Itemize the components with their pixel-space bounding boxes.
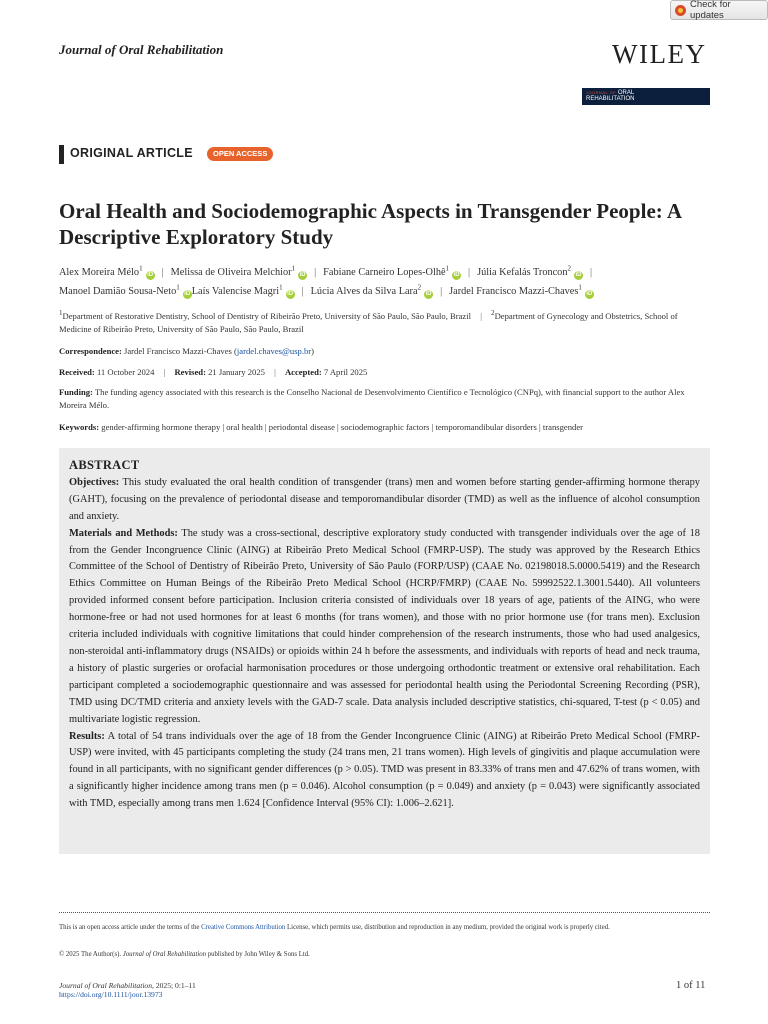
copyright-note: [59, 951, 310, 958]
abstract-methods: [69, 526, 700, 729]
author-list: [59, 262, 719, 299]
footer-divider: [59, 912, 710, 913]
orcid-icon[interactable]: iD: [147, 272, 154, 279]
banner-line2: REHABILITATION: [586, 96, 635, 102]
author-affiliation: 1: [139, 265, 143, 273]
affiliation-2: Department of Gynecology and Obstetrics, School of Medicine of Ribeirão Preto, University of São Paulo, São Paulo, Brazil: [59, 310, 678, 334]
received-label: Received:: [59, 367, 95, 377]
banner-small-text: JOURNAL OF: [586, 90, 617, 95]
correspondence-label: Correspondence:: [59, 346, 122, 356]
revised-date: 21 January 2025: [208, 367, 265, 377]
orcid-icon[interactable]: iD: [453, 272, 460, 279]
keywords: [59, 421, 709, 434]
author-name: Fabiane Carneiro Lopes-Olhê: [323, 267, 446, 279]
license-note: [59, 921, 710, 934]
author-separator: |: [301, 285, 304, 297]
article-type: ORIGINAL ARTICLE: [70, 146, 193, 160]
orcid-icon[interactable]: iD: [299, 272, 306, 279]
objectives-label: Objectives:: [69, 476, 120, 488]
check-for-updates-button[interactable]: [670, 0, 768, 20]
author-affiliation: 2: [567, 265, 571, 273]
author-separator: |: [589, 267, 593, 279]
orcid-icon[interactable]: iD: [184, 290, 191, 297]
methods-label: Materials and Methods:: [69, 527, 178, 539]
affiliations: [59, 307, 709, 336]
license-text-post: License, which permits use, distribution and reproduction in any medium, provided the original work is properly cited.: [285, 924, 610, 931]
author-name: Manoel Damião Sousa-Neto: [59, 285, 177, 297]
author: [59, 267, 155, 278]
orcid-icon[interactable]: iD: [425, 290, 432, 297]
abstract-objectives: [69, 475, 700, 526]
author-affiliation: 1: [279, 283, 283, 292]
correspondence: Correspondence: Jardel Francisco Mazzi-Chaves (jardel.chaves@usp.br): [59, 346, 315, 356]
orcid-icon[interactable]: iD: [586, 290, 593, 297]
citation-volume: , 2025; 0:1–11: [152, 981, 196, 990]
author: [310, 283, 433, 297]
abstract-results: [69, 729, 700, 814]
results-label: Results:: [69, 730, 105, 742]
author-separator: |: [161, 267, 164, 279]
orcid-icon[interactable]: iD: [287, 290, 294, 297]
affiliation-1: Department of Restorative Dentistry, School of Dentistry of Ribeirão Preto, University of São Paulo, São Paulo, Brazil: [62, 310, 472, 321]
copyright-post: published by John Wiley & Sons Ltd.: [206, 951, 310, 958]
keywords-label: Keywords:: [59, 422, 100, 432]
author: [449, 283, 594, 297]
citation-journal: Journal of Oral Rehabilitation: [59, 981, 153, 990]
separator: |: [163, 367, 166, 377]
author-name: Alex Moreira Mélo: [59, 267, 140, 279]
journal-banner-logo: [582, 88, 710, 105]
author: [191, 283, 295, 297]
open-access-badge: OPEN ACCESS: [207, 147, 273, 161]
license-text-pre: This is an open access article under the terms of the: [59, 924, 202, 931]
revised-label: Revised:: [174, 367, 206, 377]
objectives-text: This study evaluated the oral health condition of transgender (trans) men and women before starting gender-affirming hormone therapy (GAHT), focusing on the prevalence of periodontal disease and temporomandibular disorder (TMD) as well as the influence of alcohol consumption and anxiety.: [69, 476, 700, 522]
copyright-journal: Journal of Oral Rehabilitation: [122, 951, 207, 958]
crossmark-icon: [675, 5, 686, 16]
affiliation-1-number: 1: [59, 309, 63, 317]
affiliation-2-number: 2: [491, 309, 495, 317]
received-date: 11 October 2024: [96, 367, 155, 377]
article-dates: [59, 366, 709, 379]
orcid-icon[interactable]: iD: [575, 272, 582, 279]
creative-commons-link[interactable]: Creative Commons Attribution: [201, 924, 286, 931]
author: [477, 267, 583, 278]
abstract-box: [59, 448, 710, 854]
author: [59, 283, 192, 297]
accepted-date: 7 April 2025: [323, 367, 368, 377]
separator: |: [480, 310, 482, 321]
author-name: Jardel Francisco Mazzi-Chaves: [449, 285, 579, 297]
author: [323, 267, 461, 278]
keywords-text: gender-affirming hormone therapy | oral health | periodontal disease | sociodemographic factors | temporomandibular disorders | transgender: [101, 422, 583, 432]
author-name: Lúcia Alves da Silva Lara: [310, 285, 418, 297]
copyright-pre: © 2025 The Author(s).: [59, 951, 123, 958]
author-affiliation: 1: [578, 283, 582, 292]
author: [171, 267, 307, 278]
page-number: 1 of 11: [676, 980, 706, 991]
check-updates-label: Check for updates: [690, 0, 731, 21]
results-text: A total of 54 trans individuals over the age of 18 from the Gender Incongruence Clinic (AING) at Ribeirão Preto Medical School (FMRP-USP) were invited, with 45 participants completing the study (24 trans men, 21 trans women). High levels of gingivitis and plaque accumulation were found in all participants, with no significant gender differences (p > 0.05). TMD was present in 83.33% of trans men and 47.62% of trans women, with a significantly higher incidence among trans men (p = 0.046). Alcohol consumption (p = 0.049) and anxiety (p = 0.043) were significantly associated with TMD, especially among trans men 1.624 [Confidence Interval (95% CI): 1.006–2.621].: [69, 730, 700, 810]
publisher-logo: WILEY: [612, 39, 707, 69]
abstract-heading: ABSTRACT: [69, 458, 140, 472]
correspondence-name: Jardel Francisco Mazzi-Chaves: [124, 346, 232, 356]
correspondence-email-link[interactable]: jardel.chaves@usp.br: [236, 346, 312, 356]
funding-label: Funding:: [59, 387, 93, 397]
author-affiliation: 1: [445, 265, 450, 273]
article-title: Oral Health and Sociodemographic Aspects in Transgender People: A Descriptive Exploratory Study: [59, 199, 681, 249]
author-name: Júlia Kefalás Troncon: [477, 267, 568, 279]
methods-text: The study was a cross-sectional, descriptive exploratory study conducted with transgender individuals over the age of 18 from the Gender Incongruence Clinic (AING) at Ribeirão Preto Medical School (FMRP-USP). The study was approved by the Research Ethics Committee of the School of Dentistry of Ribeirão Preto, University of São Paulo (FORP/USP) (CAAE No. 02198018.5.0000.5419) and the Research Ethics Committee on Human Beings of the Ribeirão Preto Medical School (HCRP/FMRP) (CAAE No. 59992522.1.3001.5440). All volunteers provided informed consent before participation. Inclusion criteria consisted of individuals over 18 years of age, patients of the AING, who were hormone-free or had not used hormones for at least 6 months (for trans women), and those with no prior hormone use (for trans men). Exclusion criteria included individuals with cognitive limitations that could hinder comprehension of the research instruments, those who had used analgesics, non-steroidal anti-inflammatory drugs (NSAIDs) or opioids within 24 h before the assessments, and individuals with reports of head and neck trauma, a history of plastic surgeries or orofacial harmonisation procedures or those undergoing orthodontic treatment or extensive oral rehabilitation. Each participant completed a sociodemographic questionnaire and was assessed for periodontal health using the Periodontal Screening Recording (PSR), TMD using DC/TMD criteria and anxiety levels with the GAD-7 scale. Data analysis included descriptive statistics, chi-squared, T-test (p < 0.05) and multivariate logistic regression.: [69, 527, 700, 725]
journal-name: Journal of Oral Rehabilitation: [59, 42, 224, 57]
banner-line1: ORAL: [617, 90, 635, 96]
article-type-bar: [59, 145, 64, 164]
author-name: Laís Valencise Magri: [191, 285, 280, 297]
funding-text: The funding agency associated with this research is the Conselho Nacional de Desenvolvimento Científico e Tecnológico (CNPq), with financial support to the author Alex Moreira Mélo.: [59, 387, 685, 410]
author-affiliation: 1: [176, 283, 180, 292]
author-name: Melissa de Oliveira Melchior: [170, 267, 292, 279]
author-separator: |: [468, 267, 471, 279]
author-affiliation: 2: [417, 283, 422, 292]
author-affiliation: 1: [291, 265, 296, 273]
author-separator: |: [314, 267, 317, 279]
doi-link[interactable]: https://doi.org/10.1111/joor.13973: [59, 990, 163, 999]
author-separator: |: [440, 285, 443, 297]
separator: |: [274, 367, 276, 377]
accepted-label: Accepted:: [284, 367, 322, 377]
funding: [59, 386, 709, 412]
